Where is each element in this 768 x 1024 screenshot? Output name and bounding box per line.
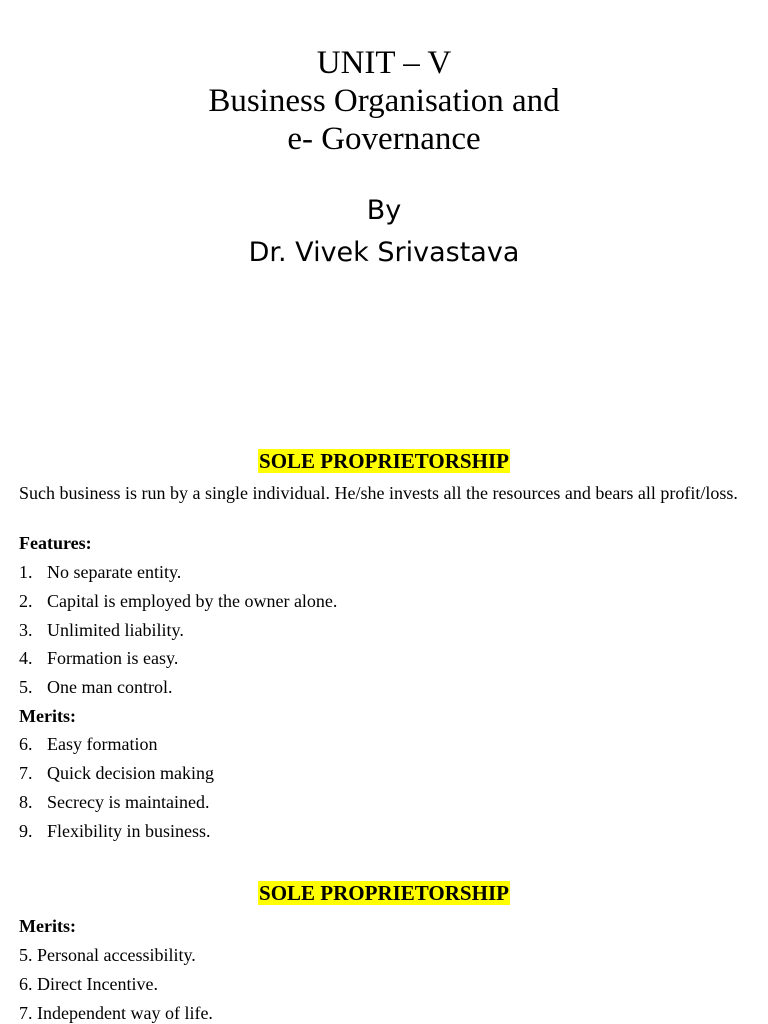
topic-title-line-1: Business Organisation and — [208, 83, 560, 119]
list-item: 5. One man control. — [19, 677, 173, 697]
section-heading — [0, 449, 768, 473]
list-item: 2. Capital is employed by the owner alone. — [19, 591, 338, 611]
merits-label: Merits: — [19, 916, 76, 936]
intro-paragraph: Such business is run by a single individual. He/she invests all the resources and bears all profit/loss. — [19, 483, 738, 503]
highlighted-heading-text: SOLE PROPRIETORSHIP — [259, 449, 509, 473]
list-item: 9. Flexibility in business. — [19, 821, 211, 841]
author-name: Dr. Vivek Srivastava — [248, 237, 520, 268]
list-item: 5. Personal accessibility. — [19, 945, 196, 965]
by-label: By — [366, 195, 402, 226]
list-item: 8. Secrecy is maintained. — [19, 792, 210, 812]
list-item: 6. Direct Incentive. — [19, 974, 158, 994]
list-item: 7. Quick decision making — [19, 763, 214, 783]
list-item: 6. Easy formation — [19, 734, 158, 754]
section-heading — [0, 881, 768, 905]
list-item: 4. Formation is easy. — [19, 648, 179, 668]
title-slide — [0, 0, 768, 420]
merits-label: Merits: — [19, 706, 76, 726]
unit-title: UNIT – V — [316, 45, 452, 81]
list-item: 3. Unlimited liability. — [19, 620, 184, 640]
list-item: 1. No separate entity. — [19, 562, 182, 582]
list-item: 7. Independent way of life. — [19, 1003, 213, 1023]
highlighted-heading-text: SOLE PROPRIETORSHIP — [259, 881, 509, 905]
topic-title-line-2: e- Governance — [287, 121, 481, 157]
features-label: Features: — [19, 533, 92, 553]
